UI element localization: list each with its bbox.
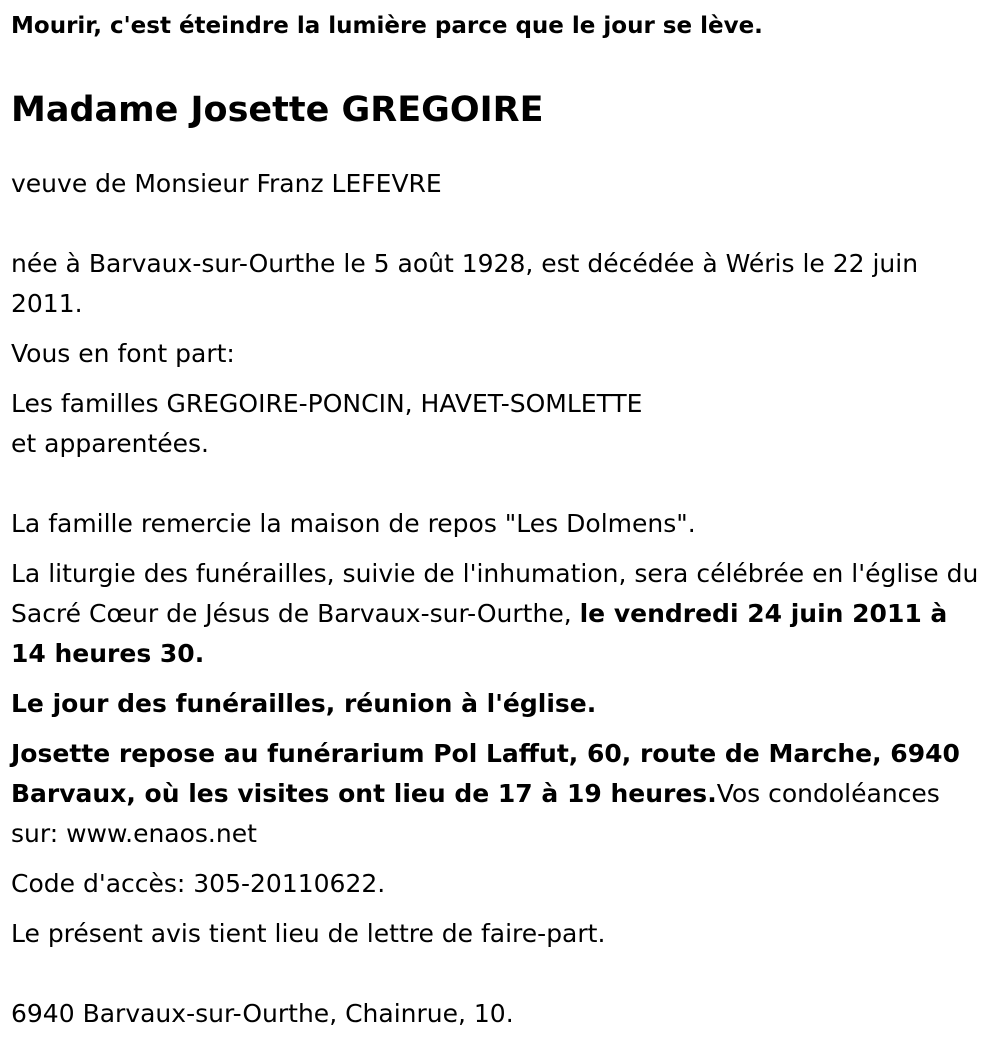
liturgy-text: La liturgie des funérailles, suivie de l'inhumation, sera célébrée en l'église du Sacré Cœur de Jésus de Barvaux-sur-Ourthe, bbox=[11, 559, 979, 628]
meeting-line: Le jour des funérailles, réunion à l'église. bbox=[11, 689, 597, 718]
notice-note-line: Le présent avis tient lieu de lettre de faire-part. bbox=[11, 919, 606, 948]
birth-death-line: née à Barvaux-sur-Ourthe le 5 août 1928, est décédée à Wéris le 22 juin 2011. bbox=[11, 249, 919, 318]
liturgy-paragraph bbox=[11, 554, 982, 674]
condolences-text: Vos condoléances sur: www.enaos.net bbox=[11, 779, 940, 848]
deceased-name: Madame Josette GREGOIRE bbox=[11, 90, 544, 130]
families-line-2: et apparentées. bbox=[11, 429, 209, 458]
spouse-line: veuve de Monsieur Franz LEFEVRE bbox=[11, 169, 442, 198]
families-line-1: Les familles GREGOIRE-PONCIN, HAVET-SOMLETTE bbox=[11, 389, 643, 418]
access-code-line: Code d'accès: 305-20110622. bbox=[11, 869, 386, 898]
families-paragraph bbox=[11, 384, 982, 464]
liturgy-date: le vendredi 24 juin 2011 à 14 heures 30. bbox=[11, 599, 948, 668]
address-line: 6940 Barvaux-sur-Ourthe, Chainrue, 10. bbox=[11, 999, 514, 1028]
rest-text: Josette repose au funérarium Pol Laffut, 60, route de Marche, 6940 Barvaux, où les visites ont lieu de 17 à 19 heures. bbox=[11, 739, 960, 808]
thanks-line: La famille remercie la maison de repos "Les Dolmens". bbox=[11, 509, 696, 538]
epigraph: Mourir, c'est éteindre la lumière parce que le jour se lève. bbox=[11, 13, 763, 39]
announce-intro: Vous en font part: bbox=[11, 339, 235, 368]
rest-paragraph bbox=[11, 734, 982, 854]
